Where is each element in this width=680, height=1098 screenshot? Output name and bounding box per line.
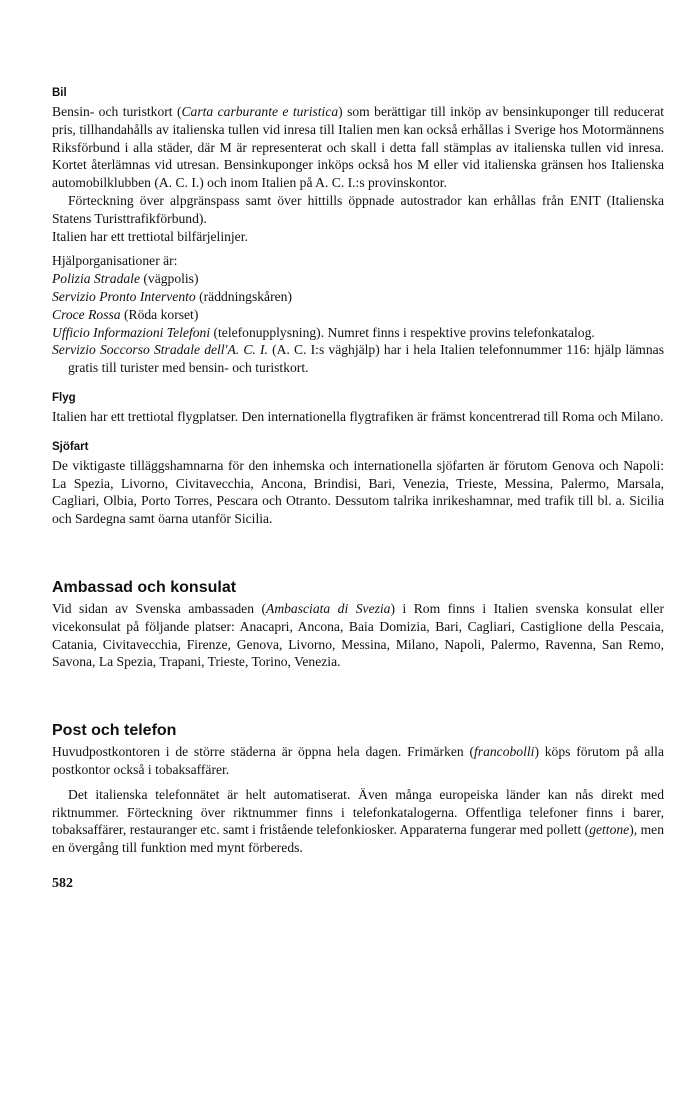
italic-term: gettone	[589, 822, 630, 838]
help-item	[52, 341, 664, 377]
help-item	[52, 324, 664, 342]
bil-paragraph-2: Förteckning över alpgränspass samt över hittills öppnade autostrador kan erhållas från ENIT (Italienska Statens Turisttrafikförbund).	[52, 192, 664, 226]
ambassad-paragraph	[52, 600, 664, 671]
italic-term: Ambasciata di Svezia	[266, 600, 391, 616]
italic-term: Carta carburante e turistica	[181, 104, 339, 119]
text-run: ) köps förutom på alla postkontor också i tobaksaffärer.	[52, 744, 664, 777]
italic-term: Servizio Soccorso Stradale dell'A. C. I.	[52, 342, 268, 358]
italic-term: francobolli	[474, 744, 535, 760]
text-run: ) i Rom finns i Italien svenska konsulat eller vicekonsulat på följande platser: Anacapri, Ancona, Baia Domizia, Bari, Cagliari, Castiglione della Pescaia, Catania, Civitavecchia, Firenze, Genova, Livorno, Messina, Milano, Napoli, Palermo, Ravenna, San Remo, Savona, La Spezia, Trapani, Trieste, Torino, Venezia.	[52, 600, 664, 670]
text-run: (räddningskåren)	[195, 288, 292, 304]
italic-term: Croce Rossa	[52, 306, 121, 322]
text-run: Vid sidan av Svenska ambassaden (	[52, 600, 267, 616]
help-item	[52, 306, 664, 324]
section-heading-post: Post och telefon	[52, 722, 177, 740]
post-paragraph-2	[52, 786, 664, 857]
text-run: Huvudpostkontoren i de större städerna är öppna hela dagen. Frimärken (	[52, 744, 475, 760]
section-heading-ambassad: Ambassad och konsulat	[52, 578, 237, 596]
flyg-paragraph: Italien har ett trettiotal flygplatser. Den internationella flygtrafiken är främst koncentrerad till Roma och Milano.	[52, 408, 664, 424]
bil-paragraph-1	[52, 103, 664, 192]
section-heading-bil: Bil	[52, 87, 67, 99]
text-run: Det italienska telefonnätet är helt automatiserat. Även många europeiska länder kan nås direkt med riktnummer. Förteckning över riktnummer finns i telefonkatalogerna. Offentliga telefoner finns i barer, tobaksaffärer, restauranger etc. samt i fristående telefonkiosker. Apparaterna fungerar med pollett (	[52, 786, 664, 838]
post-paragraph-1	[52, 743, 664, 779]
section-heading-flyg: Flyg	[52, 391, 76, 404]
text-run: ) som berättigar till inköp av bensinkuponger till reducerat pris, tillhandahålls av italienska tullen vid inresa till Italien men kan också erhållas i Sverige hos Motormännens Riksförbund i alla städer, där M är representerat och skall i detta fall stämplas av italienska tullen vid inresa. Kortet återlämnas vid utresan. Bensinkuponger inköps också hos M eller vid italienska gränsen hos Italienska automobilklubben (A. C. I.) och inom Italien på A. C. I.:s provinskontor.	[52, 104, 665, 191]
text-run: (telefonupplysning). Numret finns i respektive provins telefonkatalog.	[210, 324, 595, 340]
page-number: 582	[52, 875, 73, 891]
text-run: (Röda korset)	[120, 306, 199, 322]
sjofart-paragraph: De viktigaste tilläggshamnarna för den inhemska och internationella sjöfarten är förutom Genova och Napoli: La Spezia, Livorno, Civitavecchia, Ancona, Brindisi, Bari, Venezia, Trieste, Messina, Palermo, Marsala, Cagliari, Olbia, Porto Torres, Pescara och Otranto. Dessutom talrika inrikeshamnar, med trafik till bl. a. Sicilia och Sardegna samt öarna utanför Sicilia.	[52, 457, 664, 527]
help-item	[52, 288, 664, 306]
italic-term: Ufficio Informazioni Telefoni	[52, 324, 211, 340]
text-run: Bensin- och turistkort (	[52, 104, 182, 119]
text-run: ), men en övergång till funktion med mynt förbereds.	[52, 822, 664, 856]
document-page	[52, 86, 664, 893]
italic-term: Servizio Pronto Intervento	[52, 288, 196, 304]
italic-term: Polizia Stradale	[52, 271, 140, 287]
section-heading-sjofart: Sjöfart	[52, 440, 89, 453]
bil-paragraph-3: Italien har ett trettiotal bilfärjelinjer.	[52, 228, 248, 244]
help-intro: Hjälporganisationer är:	[52, 253, 178, 269]
help-item	[52, 270, 664, 288]
text-run: (vägpolis)	[139, 271, 199, 287]
text-run: (A. C. I:s väghjälp) har i hela Italien telefonnummer 116: hjälp lämnas gratis till turister med bensin- och turistkort.	[68, 342, 664, 376]
